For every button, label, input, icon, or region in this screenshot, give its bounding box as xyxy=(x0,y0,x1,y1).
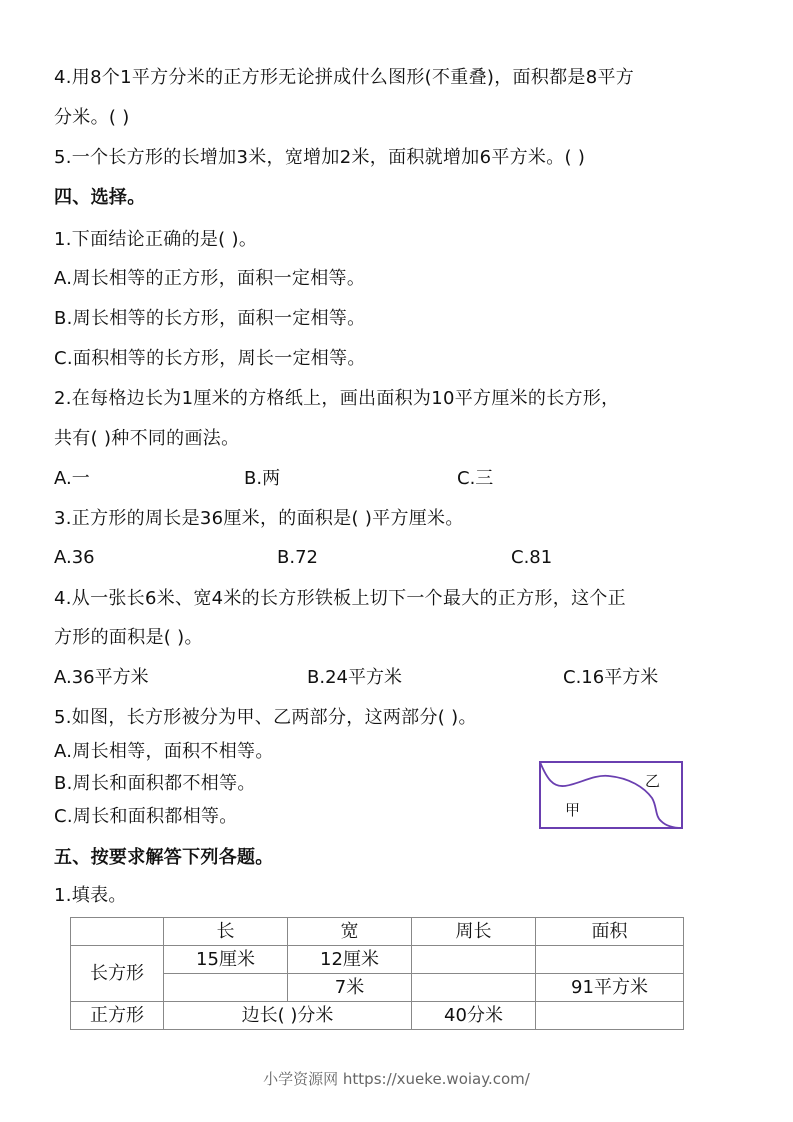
table-cell: 40分米 xyxy=(412,1002,536,1030)
row-label-rectangle: 长方形 xyxy=(71,946,164,1002)
judge-q4-line1: 4.用8个1平方分米的正方形无论拼成什么图形(不重叠)，面积都是8平方 xyxy=(54,67,635,88)
choice-q1-option-a: A.周长相等的正方形，面积一定相等。 xyxy=(54,268,366,289)
table-cell: 边长( )分米 xyxy=(164,1002,412,1030)
table-header-cell xyxy=(71,918,164,946)
footer-watermark: 小学资源网 https://xueke.woiay.com/ xyxy=(263,1070,530,1088)
table-row xyxy=(71,946,684,974)
choice-q4-option-a: A.36平方米 xyxy=(54,667,149,688)
choice-q1-stem: 1.下面结论正确的是( )。 xyxy=(54,229,258,250)
table-header-cell: 面积 xyxy=(536,918,684,946)
table-header-cell: 长 xyxy=(164,918,288,946)
table-cell: 91平方米 xyxy=(536,974,684,1002)
choice-q5-option-c: C.周长和面积都相等。 xyxy=(54,806,238,827)
choice-q3-option-b: B.72 xyxy=(277,547,318,568)
table-cell xyxy=(536,946,684,974)
choice-q1-option-b: B.周长相等的长方形，面积一定相等。 xyxy=(54,308,366,329)
choice-q4-stem-line1: 4.从一张长6米、宽4米的长方形铁板上切下一个最大的正方形，这个正 xyxy=(54,588,626,609)
fill-table xyxy=(70,917,684,1030)
table-cell xyxy=(164,974,288,1002)
choice-q2-option-a: A.一 xyxy=(54,468,90,489)
choice-q3-stem: 3.正方形的周长是36厘米，的面积是( )平方厘米。 xyxy=(54,508,464,529)
choice-q2-option-b: B.两 xyxy=(244,468,281,489)
table-cell xyxy=(412,946,536,974)
choice-q2-option-c: C.三 xyxy=(457,468,494,489)
row-label-square: 正方形 xyxy=(71,1002,164,1030)
choice-q4-option-b: B.24平方米 xyxy=(307,667,402,688)
judge-q4-line2: 分米。( ) xyxy=(54,107,130,128)
section4-title: 四、选择。 xyxy=(54,187,146,208)
table-row xyxy=(71,1002,684,1030)
choice-q1-option-c: C.面积相等的长方形，周长一定相等。 xyxy=(54,348,366,369)
choice-q4-option-c: C.16平方米 xyxy=(563,667,659,688)
choice-q2-stem-line1: 2.在每格边长为1厘米的方格纸上，画出面积为10平方厘米的长方形， xyxy=(54,388,620,409)
table-cell xyxy=(536,1002,684,1030)
figure-label-yi: 乙 xyxy=(645,772,661,790)
figure-label-jia: 甲 xyxy=(565,801,581,819)
choice-q5-option-a: A.周长相等，面积不相等。 xyxy=(54,741,274,762)
judge-q5: 5.一个长方形的长增加3米，宽增加2米，面积就增加6平方米。( ) xyxy=(54,147,586,168)
table-cell: 12厘米 xyxy=(288,946,412,974)
choice-q2-stem-line2: 共有( )种不同的画法。 xyxy=(54,428,240,449)
section5-title: 五、按要求解答下列各题。 xyxy=(54,847,274,868)
table-header-cell: 周长 xyxy=(412,918,536,946)
choice-q3-option-a: A.36 xyxy=(54,547,95,568)
fill-table-stem: 1.填表。 xyxy=(54,885,127,906)
choice-q4-stem-line2: 方形的面积是( )。 xyxy=(54,627,203,648)
table-header-row xyxy=(71,918,684,946)
table-cell xyxy=(412,974,536,1002)
divided-rectangle-figure xyxy=(539,761,683,829)
choice-q3-option-c: C.81 xyxy=(511,547,553,568)
table-cell: 15厘米 xyxy=(164,946,288,974)
choice-q5-option-b: B.周长和面积都不相等。 xyxy=(54,773,256,794)
choice-q5-stem: 5.如图，长方形被分为甲、乙两部分，这两部分( )。 xyxy=(54,707,477,728)
table-cell: 7米 xyxy=(288,974,412,1002)
table-header-cell: 宽 xyxy=(288,918,412,946)
